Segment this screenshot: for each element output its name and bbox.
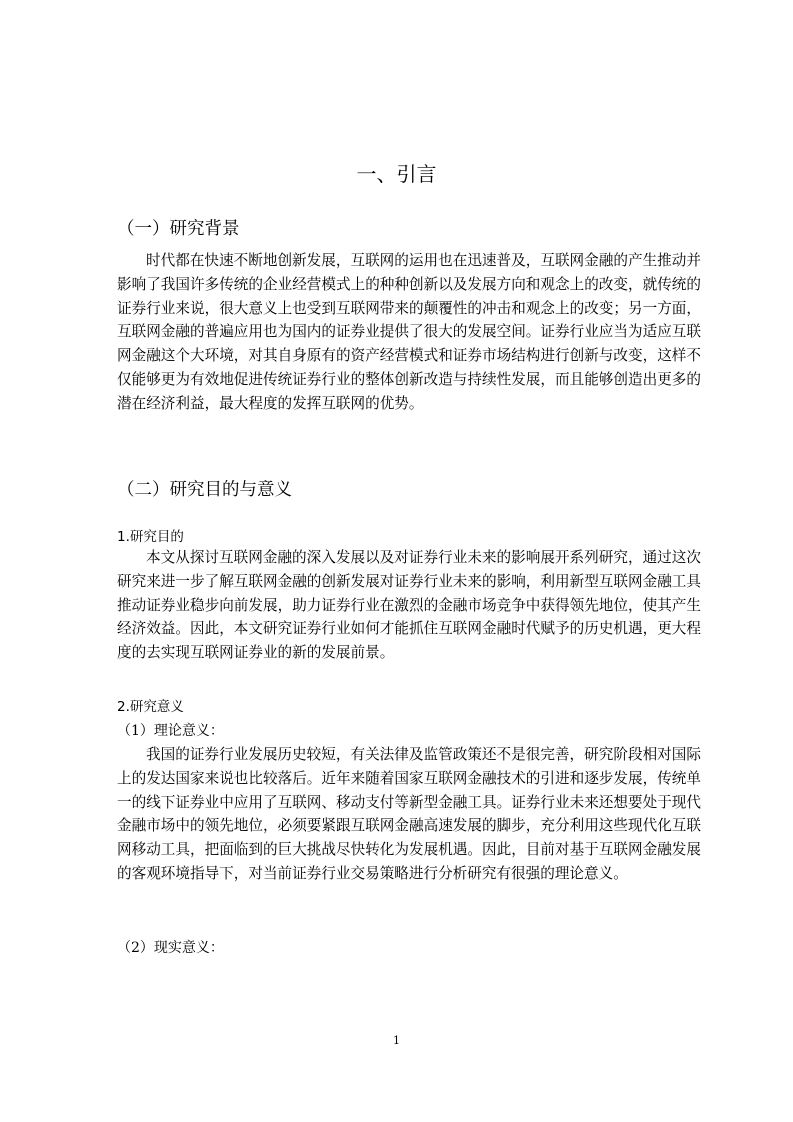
- theoretical-significance-label: （1）理论意义：: [117, 723, 224, 739]
- page-number: 1: [393, 1034, 400, 1047]
- subsection-heading-significance: 2.研究意义: [117, 699, 184, 715]
- practical-significance-label: （2）现实意义：: [117, 940, 224, 956]
- section-heading-purpose-significance: （二）研究目的与意义: [117, 480, 292, 500]
- subsection-heading-purpose: 1.研究目的: [117, 529, 184, 545]
- background-paragraph: 时代都在快速不断地创新发展，互联网的运用也在迅速普及，互联网金融的产生推动并影响了我国许多传统的企业经营模式上的种种创新以及发展方向和观念上的改变，就传统的证券行业来说，很大意义上也受到互联网带来的颠覆性的冲击和观念上的改变；另一方面，互联网金融的普遍应用也为国内的证券业提供了很大的发展空间。证券行业应当为适应互联网金融这个大环境，对其自身原有的资产经营模式和证券市场结构进行创新与改变，这样不仅能够更为有效地促进传统证券行业的整体创新改造与持续性发展，而且能够创造出更多的潜在经济利益，最大程度的发挥互联网的优势。: [117, 252, 701, 412]
- purpose-paragraph: 本文从探讨互联网金融的深入发展以及对证券行业未来的影响展开系列研究，通过这次研究来进一步了解互联网金融的创新发展对证券行业未来的影响，利用新型互联网金融工具推动证券业稳步向前发展，助力证券行业在激烈的金融市场竞争中获得领先地位，使其产生经济效益。因此，本文研究证券行业如何才能抓住互联网金融时代赋予的历史机遇，更大程度的去实现互联网证券业的新的发展前景。: [117, 549, 701, 662]
- theoretical-significance-paragraph: 我国的证券行业发展历史较短，有关法律及监管政策还不是很完善，研究阶段相对国际上的发达国家来说也比较落后。近年来随着国家互联网金融技术的引进和逐步发展，传统单一的线下证券业中应用了互联网、移动支付等新型金融工具。证券行业未来还想要处于现代金融市场中的领先地位，必须要紧跟互联网金融高速发展的脚步，充分利用这些现代化互联网移动工具，把面临到的巨大挑战尽快转化为发展机遇。因此，目前对基于互联网金融发展的客观环境指导下，对当前证券行业交易策略进行分析研究有很强的理论意义。: [117, 746, 701, 882]
- section-heading-background: （一）研究背景: [117, 219, 240, 239]
- chapter-title: 一、引言: [356, 162, 437, 186]
